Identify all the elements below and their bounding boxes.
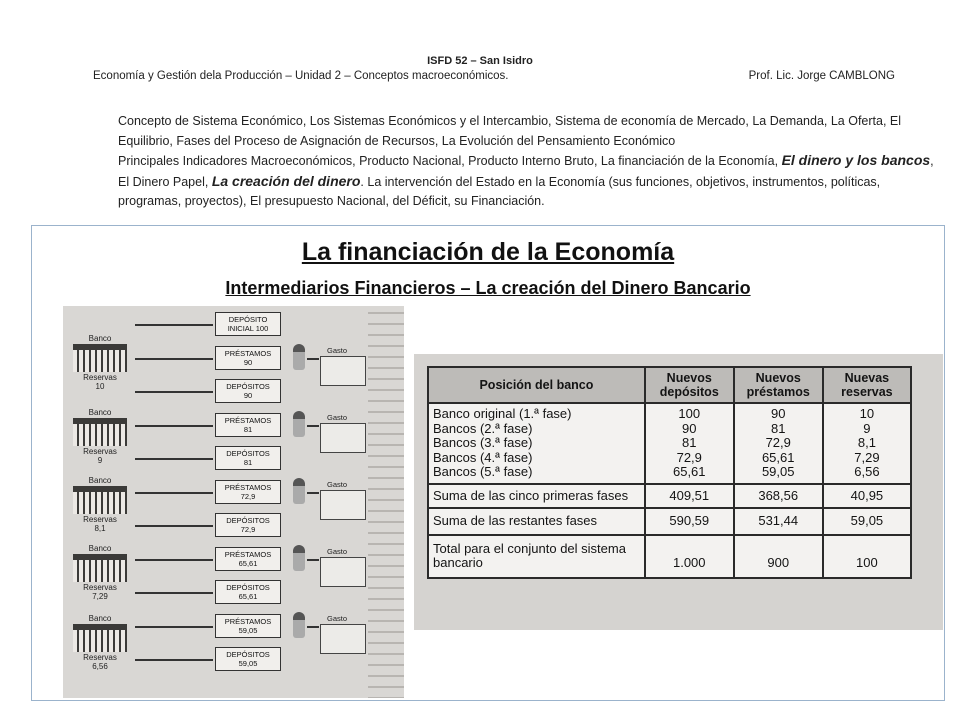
flow-box-value: 72,9 (240, 525, 256, 534)
bank-icon (73, 486, 127, 514)
total-loans: 900 (734, 535, 823, 578)
person-icon (293, 545, 305, 571)
table-header-row (428, 367, 911, 403)
flow-box-label: DEPÓSITOS (226, 516, 270, 525)
reserves-label: Reservas (83, 653, 117, 662)
spending-figures (320, 356, 366, 386)
phase-label: Bancos (3.ª fase) (433, 435, 533, 450)
topic-highlight-dinero-bancos: El dinero y los bancos (781, 152, 931, 168)
bank-building (69, 614, 131, 671)
bank-icon (73, 344, 127, 372)
flow-box-value: 81 (243, 424, 253, 434)
phase-deposit: 81 (682, 435, 697, 450)
phase-deposit: 90 (682, 420, 697, 436)
phase-loan: 90 (771, 406, 786, 421)
person-icon (293, 612, 305, 638)
phase-reserve: 9 (863, 420, 871, 436)
flow-arrow (307, 358, 319, 360)
topics-line-2 (118, 151, 936, 212)
flow-box (215, 547, 281, 571)
slide-subtitle: Intermediarios Financieros – La creación del Dinero Bancario (225, 278, 751, 298)
rest-loans: 531,44 (734, 508, 823, 535)
flow-arrow (135, 492, 213, 494)
phase-deposit: 72,9 (676, 449, 702, 465)
person-icon (293, 344, 305, 370)
slide-panel (31, 225, 945, 701)
rest-reserves: 59,05 (823, 508, 911, 535)
reserves-value: 10 (95, 382, 105, 391)
total-label: Total para el conjunto del sistema bancario (428, 535, 645, 578)
reserves-label: Reservas (83, 515, 117, 524)
topics-text-a: Principales Indicadores Macroeconómicos, Producto Nacional, Producto Interno Bruto, La financiación de la Economía, (118, 154, 782, 168)
sum5-reserves: 40,95 (823, 484, 911, 509)
flow-box-label: PRÉSTAMOS (224, 482, 272, 492)
topics-line-1: Concepto de Sistema Económico, Los Sistemas Económicos y el Intercambio, Sistema de economía de Mercado, La Demanda, La Oferta, El Equilibrio, Fases del Proceso de Asignación de Recursos, La Evolución del Pensamiento Económico (118, 114, 902, 148)
topics-text-b: , El Dinero Papel, (118, 154, 934, 189)
flow-box-value: 65,61 (238, 592, 258, 601)
bank-icon (73, 624, 127, 652)
school-name: ISFD 52 – San Isidro (427, 55, 533, 67)
rest-deposits: 590,59 (645, 508, 734, 535)
spending-figures (320, 423, 366, 453)
phase-loan: 59,05 (761, 464, 795, 479)
gasto-label: Gasto (327, 413, 348, 422)
bank-icon (73, 418, 127, 446)
flow-box (215, 580, 281, 604)
flow-box-label: PRÉSTAMOS (224, 616, 272, 626)
flow-arrow (307, 425, 319, 427)
flow-box-label: PRÉSTAMOS (224, 549, 272, 559)
flow-box (215, 413, 281, 437)
money-creation-diagram (63, 306, 404, 698)
flow-arrow (307, 626, 319, 628)
flow-arrow (135, 324, 213, 326)
flow-box-value: 81 (243, 458, 253, 467)
flow-arrow (135, 358, 213, 360)
table-row-phases (428, 403, 911, 484)
flow-box (215, 647, 281, 671)
phase-labels-cell (428, 403, 645, 484)
reserves-label: Reservas (83, 447, 117, 456)
flow-box (215, 346, 281, 370)
scanned-text-strip (368, 306, 404, 698)
topics-paragraph (118, 112, 936, 212)
flow-arrow (307, 559, 319, 561)
phase-deposits-cell (645, 403, 734, 484)
reserves-value: 6,56 (92, 662, 108, 671)
flow-box-value: 59,05 (238, 625, 258, 635)
flow-box-label: DEPÓSITOS (226, 382, 270, 391)
flow-arrow (135, 592, 213, 594)
bank-building (69, 408, 131, 465)
flow-box (215, 480, 281, 504)
flow-arrow (135, 425, 213, 427)
phase-reserve: 10 (859, 406, 875, 421)
phase-loan: 81 (771, 420, 786, 436)
phase-loans-cell (734, 403, 823, 484)
flow-arrow (135, 559, 213, 561)
phase-loan: 65,61 (761, 449, 795, 465)
phase-deposit: 65,61 (672, 464, 706, 479)
flow-box-value: 72,9 (240, 491, 256, 501)
phase-loan: 72,9 (765, 435, 791, 450)
header-line (93, 70, 895, 82)
flow-box-label: PRÉSTAMOS (224, 348, 272, 358)
table-row-total (428, 535, 911, 578)
flow-box (215, 513, 281, 537)
rest-label: Suma de las restantes fases (428, 508, 645, 535)
sum5-deposits: 409,51 (645, 484, 734, 509)
flow-arrow (135, 391, 213, 393)
reserves-label: Reservas (83, 583, 117, 592)
flow-box (215, 312, 281, 336)
flow-box-value: 90 (243, 391, 253, 400)
bank-icon (73, 554, 127, 582)
sum5-loans: 368,56 (734, 484, 823, 509)
professor-name: Prof. Lic. Jorge CAMBLONG (748, 70, 895, 82)
person-icon (293, 478, 305, 504)
flow-arrow (135, 626, 213, 628)
flow-box-value: 59,05 (238, 659, 258, 668)
gasto-label: Gasto (327, 614, 348, 623)
bank-label: Banco (88, 544, 112, 553)
table-row-rest (428, 508, 911, 535)
banking-table (427, 366, 912, 579)
bank-label: Banco (88, 334, 112, 343)
phase-label: Bancos (4.ª fase) (433, 449, 533, 465)
spending-figures (320, 624, 366, 654)
header-position: Posición del banco (428, 367, 645, 403)
flow-box (215, 446, 281, 470)
flow-arrow (135, 525, 213, 527)
flow-box-label: DEPÓSITOS (226, 650, 270, 659)
spending-figures (320, 490, 366, 520)
banking-table-image (414, 354, 943, 630)
header-reserves: Nuevas reservas (823, 367, 911, 403)
topics-text-c: . La intervención del Estado en la Economía (sus funciones, objetivos, instrumentos, políticas, programas, proyectos), El presupuesto Nacional, del Déficit, su Financiación. (118, 174, 881, 208)
flow-box-value: INICIAL 100 (227, 324, 269, 333)
reserves-label: Reservas (83, 373, 117, 382)
flow-arrow (135, 659, 213, 661)
gasto-label: Gasto (327, 547, 348, 556)
flow-box-label: PRÉSTAMOS (224, 415, 272, 425)
flow-arrow (307, 492, 319, 494)
flow-box-label: DEPÓSITOS (226, 449, 270, 458)
reserves-value: 9 (97, 456, 103, 465)
reserves-value: 8,1 (94, 524, 106, 533)
header-loans: Nuevos préstamos (734, 367, 823, 403)
flow-box (215, 614, 281, 638)
gasto-label: Gasto (327, 480, 348, 489)
flow-box-value: 65,61 (238, 558, 258, 568)
slide-title: La financiación de la Economía (301, 238, 675, 266)
phase-label: Bancos (2.ª fase) (433, 420, 533, 436)
phase-reserve: 6,56 (854, 464, 880, 479)
bank-label: Banco (88, 408, 112, 417)
table-row-sum5 (428, 484, 911, 509)
course-title: Economía y Gestión dela Producción – Unidad 2 – Conceptos macroeconómicos. (93, 70, 509, 82)
phase-deposit: 100 (678, 406, 701, 421)
person-icon (293, 411, 305, 437)
phase-reserve: 8,1 (857, 435, 876, 450)
phase-label: Bancos (5.ª fase) (433, 464, 533, 479)
gasto-label: Gasto (327, 346, 348, 355)
header-deposits: Nuevos depósitos (645, 367, 734, 403)
sum5-label: Suma de las cinco primeras fases (428, 484, 645, 509)
bank-label: Banco (88, 476, 112, 485)
total-deposits: 1.000 (645, 535, 734, 578)
flow-box-label: DEPÓSITOS (226, 583, 270, 592)
flow-arrow (135, 458, 213, 460)
phase-reserves-cell (823, 403, 911, 484)
total-reserves: 100 (823, 535, 911, 578)
bank-label: Banco (88, 614, 112, 623)
phase-label: Banco original (1.ª fase) (433, 406, 572, 421)
bank-building (69, 334, 131, 391)
flow-box (215, 379, 281, 403)
reserves-value: 7,29 (92, 592, 108, 601)
spending-figures (320, 557, 366, 587)
topic-highlight-creacion-dinero: La creación del dinero (211, 172, 361, 189)
phase-reserve: 7,29 (854, 449, 880, 465)
bank-building (69, 476, 131, 533)
bank-building (69, 544, 131, 601)
flow-box-label: DEPÓSITO (228, 315, 268, 324)
flow-box-value: 90 (243, 357, 253, 367)
